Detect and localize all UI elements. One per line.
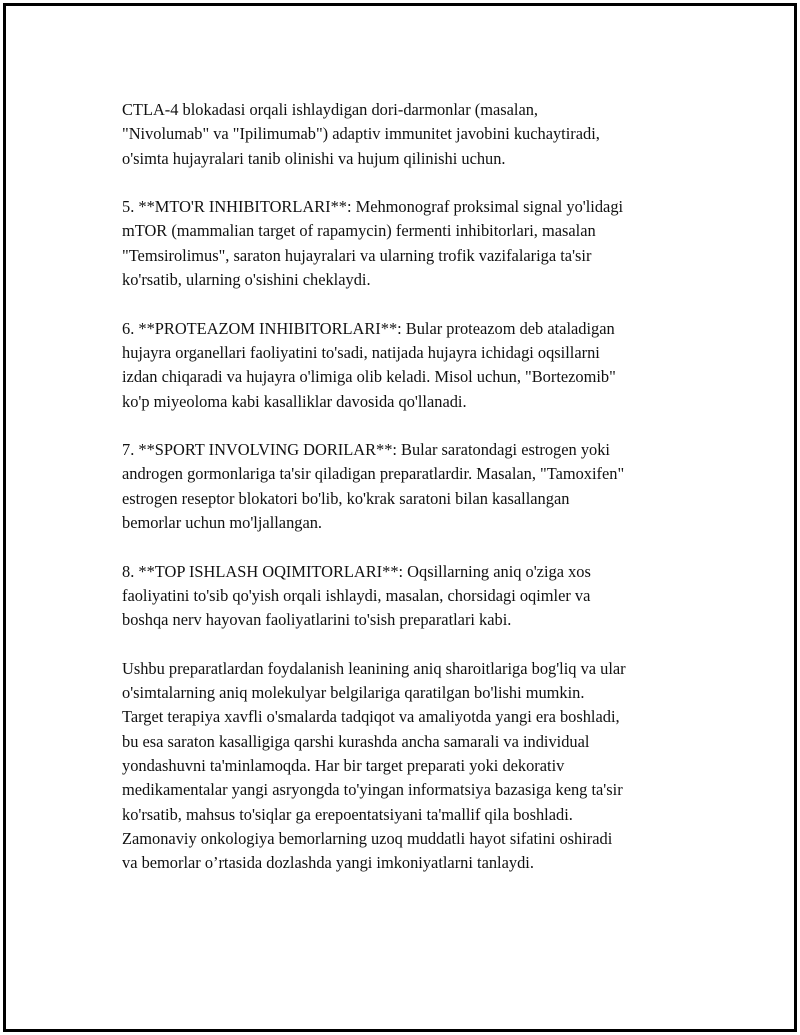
- text-line: Zamonaviy onkologiya bemorlarning uzoq muddatli hayot sifatini oshiradi: [122, 828, 613, 848]
- paragraph-hormone-drugs: [122, 438, 702, 535]
- text-line: 5. **MTO'R INHIBITORLARI**: Mehmonograf proksimal signal yo'lidagi: [122, 197, 624, 217]
- text-line: "Nivolumab" va "Ipilimumab") adaptiv immunitet javobini kuchaytiradi,: [122, 124, 600, 144]
- text-line: va bemorlar o’rtasida dozlashda yangi imkoniyatlarni tanlaydi.: [122, 853, 534, 873]
- text-line: yondashuvni ta'minlamoqda. Har bir target preparati yoki dekorativ: [122, 756, 565, 776]
- text-line: androgen gormonlariga ta'sir qiladigan preparatlardir. Masalan, "Tamoxifen": [122, 464, 625, 484]
- text-line: 8. **TOP ISHLASH OQIMITORLARI**: Oqsillarning aniq o'ziga xos: [122, 561, 591, 581]
- text-line: o'simtalarning aniq molekulyar belgilariga qaratilgan bo'lishi mumkin.: [122, 683, 585, 703]
- text-line: estrogen reseptor blokatori bo'lib, ko'krak saratoni bilan kasallangan: [122, 488, 570, 508]
- document-body: [122, 98, 702, 900]
- page-frame: [3, 3, 797, 1032]
- text-line: bemorlar uchun mo'ljallangan.: [122, 513, 323, 533]
- text-line: hujayra organellari faoliyatini to'sadi, natijada hujayra ichidagi oqsillarni: [122, 342, 600, 362]
- text-line: faoliyatini to'sib qo'yish orqali ishlaydi, masalan, chorsidagi oqimler va: [122, 585, 591, 605]
- paragraph-conclusion: [122, 657, 702, 876]
- paragraph-mtor-inhibitors: [122, 195, 702, 292]
- text-line: CTLA-4 blokadasi orqali ishlaydigan dori-darmonlar (masalan,: [122, 100, 539, 119]
- text-line: ko'rsatib, ularning o'sishini cheklaydi.: [122, 270, 371, 290]
- text-line: Ushbu preparatlardan foydalanish leanining aniq sharoitlariga bog'liq va ular: [122, 658, 626, 678]
- paragraph-top-inhibitors: [122, 560, 702, 633]
- text-line: "Temsirolimus", saraton hujayralari va ularning trofik vazifalariga ta'sir: [122, 245, 592, 265]
- text-line: Target terapiya xavfli o'smalarda tadqiqot va amaliyotda yangi era boshladi,: [122, 707, 620, 727]
- text-line: bu esa saraton kasalligiga qarshi kurashda ancha samarali va individual: [122, 731, 590, 751]
- text-line: mTOR (mammalian target of rapamycin) fermenti inhibitorlari, masalan: [122, 221, 596, 241]
- text-line: 6. **PROTEAZOM INHIBITORLARI**: Bular proteazom deb ataladigan: [122, 318, 615, 338]
- paragraph-ctla4: [122, 98, 702, 171]
- text-line: 7. **SPORT INVOLVING DORILAR**: Bular saratondagi estrogen yoki: [122, 440, 610, 460]
- text-line: o'simta hujayralari tanib olinishi va hujum qilinishi uchun.: [122, 148, 506, 168]
- text-line: medikamentalar yangi asryongda to'yingan informatsiya bazasiga keng ta'sir: [122, 780, 623, 800]
- text-line: boshqa nerv hayovan faoliyatlarini to'sish preparatlari kabi.: [122, 610, 512, 630]
- paragraph-proteasome-inhibitors: [122, 317, 702, 414]
- text-line: izdan chiqaradi va hujayra o'limiga olib keladi. Misol uchun, "Bortezomib": [122, 367, 616, 387]
- text-line: ko'rsatib, mahsus to'siqlar ga erepoentatsiyani ta'mallif qila boshladi.: [122, 804, 573, 824]
- text-line: ko'p miyeoloma kabi kasalliklar davosida qo'llanadi.: [122, 391, 467, 411]
